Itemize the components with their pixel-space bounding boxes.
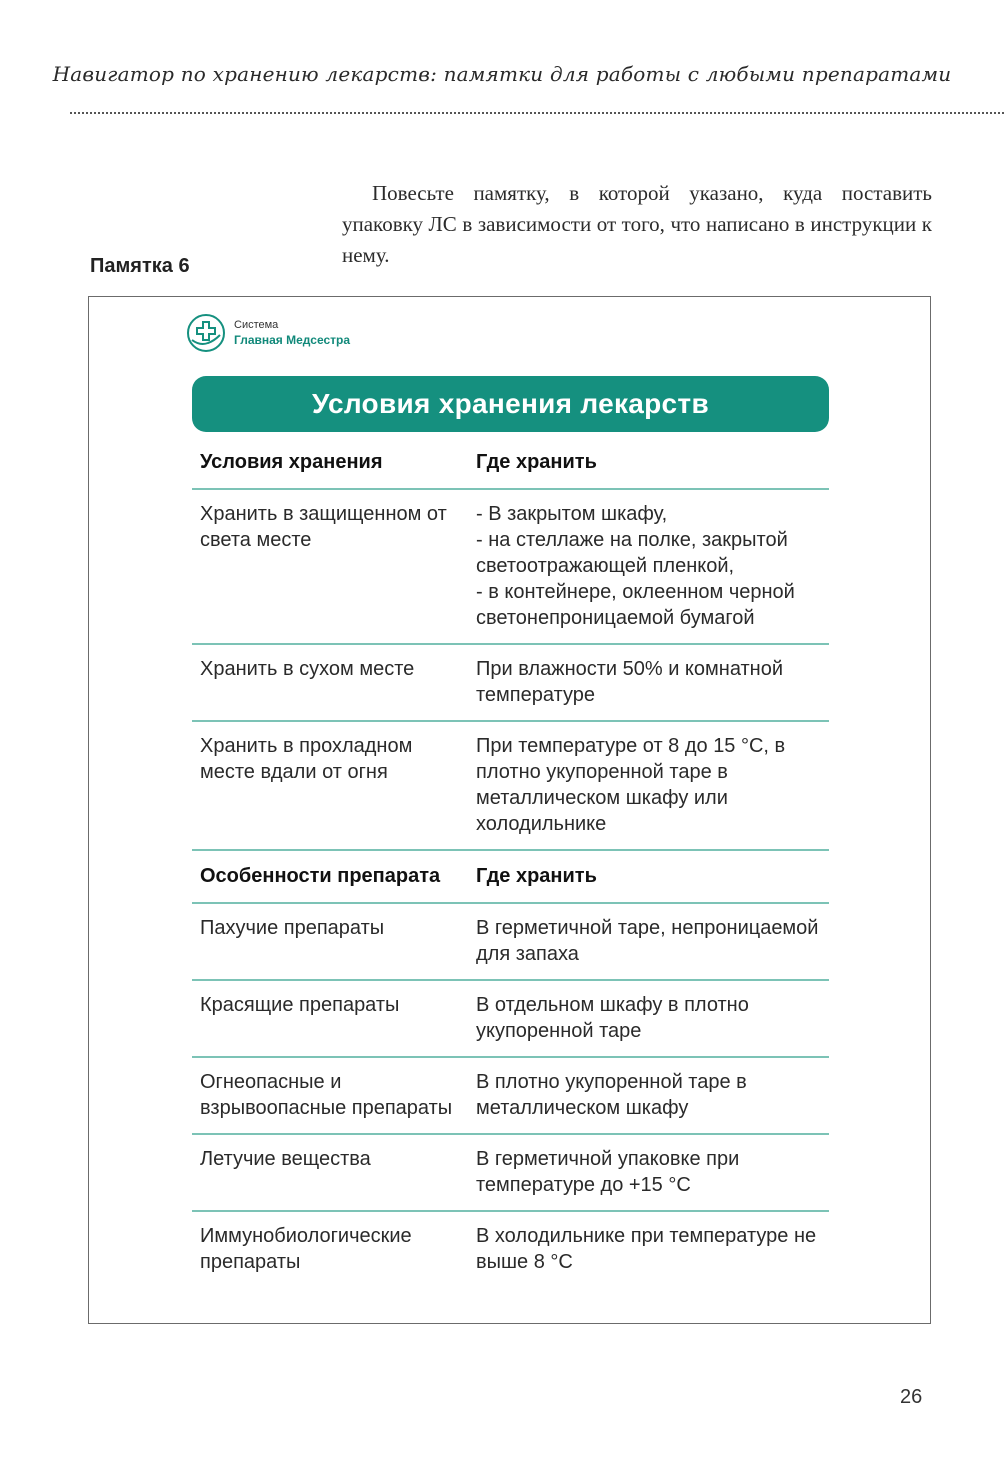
banner-title: Условия хранения лекарств xyxy=(192,376,829,432)
where-cell: В холодильнике при температуре не выше 8 °С xyxy=(476,1225,817,1273)
list-line: - в контейнере, оклеенном черной светонепроницаемой бумагой xyxy=(476,581,795,629)
table-header-row xyxy=(192,437,829,490)
where-cell: При влажности 50% и комнатной температуре xyxy=(476,658,784,706)
feature-cell: Пахучие препараты xyxy=(200,917,385,939)
column-header-conditions: Условия хранения xyxy=(200,451,383,473)
logo xyxy=(186,313,386,353)
column-header-features: Особенности препарата xyxy=(200,865,441,887)
where-cell: В отдельном шкафу в плотно укупоренной таре xyxy=(476,994,749,1042)
list-line: - на стеллаже на полке, закрытой светоотражающей пленкой, xyxy=(476,529,788,577)
where-cell: В герметичной упаковке при температуре до +15 °С xyxy=(476,1148,740,1196)
table-row xyxy=(192,1135,829,1212)
table-row xyxy=(192,981,829,1058)
column-header-where: Где хранить xyxy=(476,451,597,473)
table-row xyxy=(192,904,829,981)
table-subheader-row xyxy=(192,851,829,904)
table-row xyxy=(192,722,829,851)
where-cell: При температуре от 8 до 15 °С, в плотно укупоренной таре в металлическом шкафу или холодильнике xyxy=(476,735,786,835)
where-cell: В герметичной таре, непроницаемой для запаха xyxy=(476,917,819,965)
column-header-where: Где хранить xyxy=(476,865,597,887)
memo-label: Памятка 6 xyxy=(90,255,190,277)
intro-paragraph: Повесьте памятку, в которой указано, куда поставить упаковку ЛС в зависимости от того, что написано в инструкции к нему. xyxy=(342,181,932,267)
list-line: - В закрытом шкафу, xyxy=(476,503,668,525)
feature-cell: Летучие вещества xyxy=(200,1148,371,1170)
storage-memo-card xyxy=(88,296,931,1324)
condition-cell: Хранить в защищенном от света месте xyxy=(200,503,447,551)
table-row xyxy=(192,490,829,645)
table-row xyxy=(192,1058,829,1135)
feature-cell: Огнеопасные и взрывоопасные препараты xyxy=(200,1071,453,1119)
logo-line-2: Главная Медсестра xyxy=(234,333,351,347)
logo-line-1: Система xyxy=(234,319,279,331)
condition-cell: Хранить в прохладном месте вдали от огня xyxy=(200,735,413,783)
medical-cross-hand-icon xyxy=(186,313,226,353)
storage-table xyxy=(192,437,829,1287)
running-header: Навигатор по хранению лекарств: памятки для работы с любыми препаратами xyxy=(52,62,952,86)
header-divider xyxy=(70,112,1004,114)
condition-cell: Хранить в сухом месте xyxy=(200,658,415,680)
feature-cell: Иммунобиологические препараты xyxy=(200,1225,412,1273)
where-cell: В плотно укупоренной таре в металлическом шкафу xyxy=(476,1071,747,1119)
page-number: 26 xyxy=(900,1386,923,1408)
feature-cell: Красящие препараты xyxy=(200,994,400,1016)
table-row xyxy=(192,645,829,722)
where-cell xyxy=(468,490,829,643)
table-row xyxy=(192,1212,829,1287)
